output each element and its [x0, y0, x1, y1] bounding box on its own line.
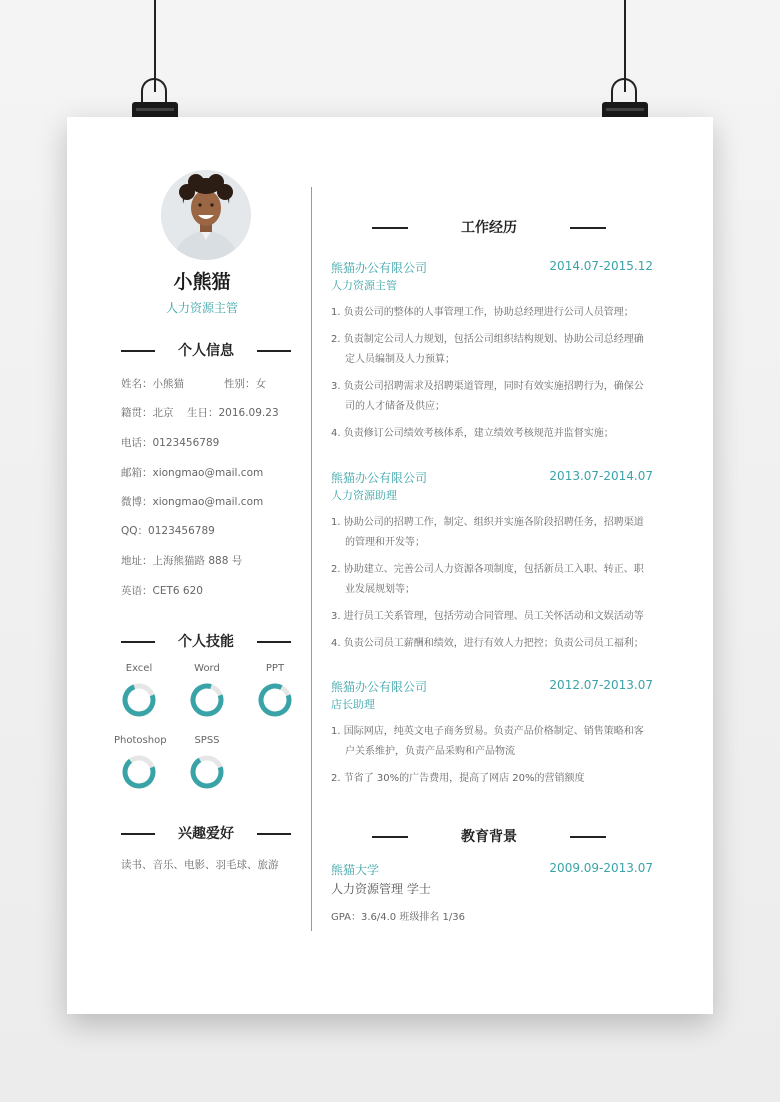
section-heading-skills: 个人技能: [121, 631, 291, 651]
skill-item: [182, 734, 232, 790]
job-entry: [331, 469, 653, 661]
edu-gpa: GPA：3.6/4.0 班级排名 1/36: [331, 912, 465, 923]
job-company: 熊猫办公有限公司: [331, 680, 428, 694]
skill-ring: [257, 682, 293, 718]
info-phone: 电话：0123456789: [121, 437, 220, 449]
candidate-name: 小熊猫: [173, 271, 231, 293]
info-address: 地址：上海熊猫路 888 号: [121, 555, 243, 567]
info-english: 英语：CET6 620: [121, 585, 203, 597]
info-name: 姓名：小熊猫: [121, 378, 184, 390]
job-entry: [331, 259, 653, 451]
job-entry: [331, 678, 653, 796]
job-duty: 3. 负责公司招聘需求及招聘渠道管理，同时有效实施招聘行为，确保公司的人才储备及供应；: [331, 381, 644, 412]
skill-ring: [189, 754, 225, 790]
candidate-role: 人力资源主管: [165, 301, 238, 315]
job-period: 2012.07-2013.07: [549, 678, 653, 692]
hobbies-text: 读书、音乐、电影、羽毛球、旅游: [121, 859, 279, 871]
info-gender: 性别：女: [224, 378, 266, 390]
skill-label: Photoshop: [114, 735, 167, 746]
skill-label: Word: [194, 663, 220, 674]
section-heading-experience: 工作经历: [372, 217, 606, 237]
section-heading-education: 教育背景: [372, 826, 606, 846]
job-company: 熊猫办公有限公司: [331, 471, 428, 485]
info-email: 邮箱：xiongmao@mail.com: [121, 467, 264, 479]
skill-ring-fill: [189, 682, 225, 718]
job-duty: 2. 负责制定公司人力规划，包括公司组织结构规划、协助公司总经理确定人员编制及人力预算；: [331, 334, 644, 365]
job-title: 人力资源助理: [331, 489, 397, 502]
skill-ring: [121, 754, 157, 790]
section-heading-hobbies: 兴趣爱好: [121, 823, 291, 843]
job-duty: 1. 国际网店，纯英文电子商务贸易。负责产品价格制定、销售策略和客户关系维护，负责产品采购和产品物流: [331, 726, 644, 757]
edu-period: 2009.09-2013.07: [549, 861, 653, 875]
resume-sheet: [67, 117, 713, 1014]
job-duty: 4. 负责公司员工薪酬和绩效，进行有效人力把控；负责公司员工福利；: [331, 638, 644, 649]
avatar: [161, 170, 251, 260]
job-duty: 4. 负责修订公司绩效考核体系，建立绩效考核规范并监督实施；: [331, 428, 614, 439]
skill-label: PPT: [265, 663, 285, 674]
skill-item: [114, 662, 164, 718]
skill-ring-fill: [257, 682, 293, 718]
info-qq: QQ：0123456789: [121, 525, 215, 537]
info-hometown: 籍贯：北京: [121, 407, 174, 419]
job-duty: 2. 节省了 30%的广告费用，提高了网店 20%的营销额度: [331, 773, 585, 784]
edu-degree: 人力资源管理 学士: [331, 882, 431, 896]
info-weibo: 微博：xiongmao@mail.com: [121, 496, 264, 508]
job-period: 2014.07-2015.12: [549, 259, 653, 273]
skill-label: SPSS: [194, 735, 220, 746]
job-duty: 3. 进行员工关系管理，包括劳动合同管理、员工关怀活动和文娱活动等: [331, 611, 644, 622]
job-duty: 1. 协助公司的招聘工作，制定、组织并实施各阶段招聘任务，招聘渠道的管理和开发等；: [331, 517, 644, 548]
job-title: 店长助理: [331, 698, 375, 711]
skill-item: [182, 662, 232, 718]
skill-label: Excel: [125, 663, 153, 674]
skill-ring: [189, 682, 225, 718]
info-birthday: 生日：2016.09.23: [187, 407, 279, 419]
skill-item: [114, 734, 167, 790]
job-period: 2013.07-2014.07: [549, 469, 653, 483]
job-duty: 2. 协助建立、完善公司人力资源各项制度，包括新员工入职、转正、职业发展规划等；: [331, 564, 644, 595]
skill-item: [250, 662, 300, 718]
edu-school: 熊猫大学: [331, 863, 380, 877]
section-heading-personal-info: 个人信息: [121, 340, 291, 360]
skill-ring: [121, 682, 157, 718]
job-title: 人力资源主管: [331, 279, 397, 292]
job-duty: 1. 负责公司的整体的人事管理工作，协助总经理进行公司人员管理；: [331, 307, 634, 318]
job-company: 熊猫办公有限公司: [331, 261, 428, 275]
